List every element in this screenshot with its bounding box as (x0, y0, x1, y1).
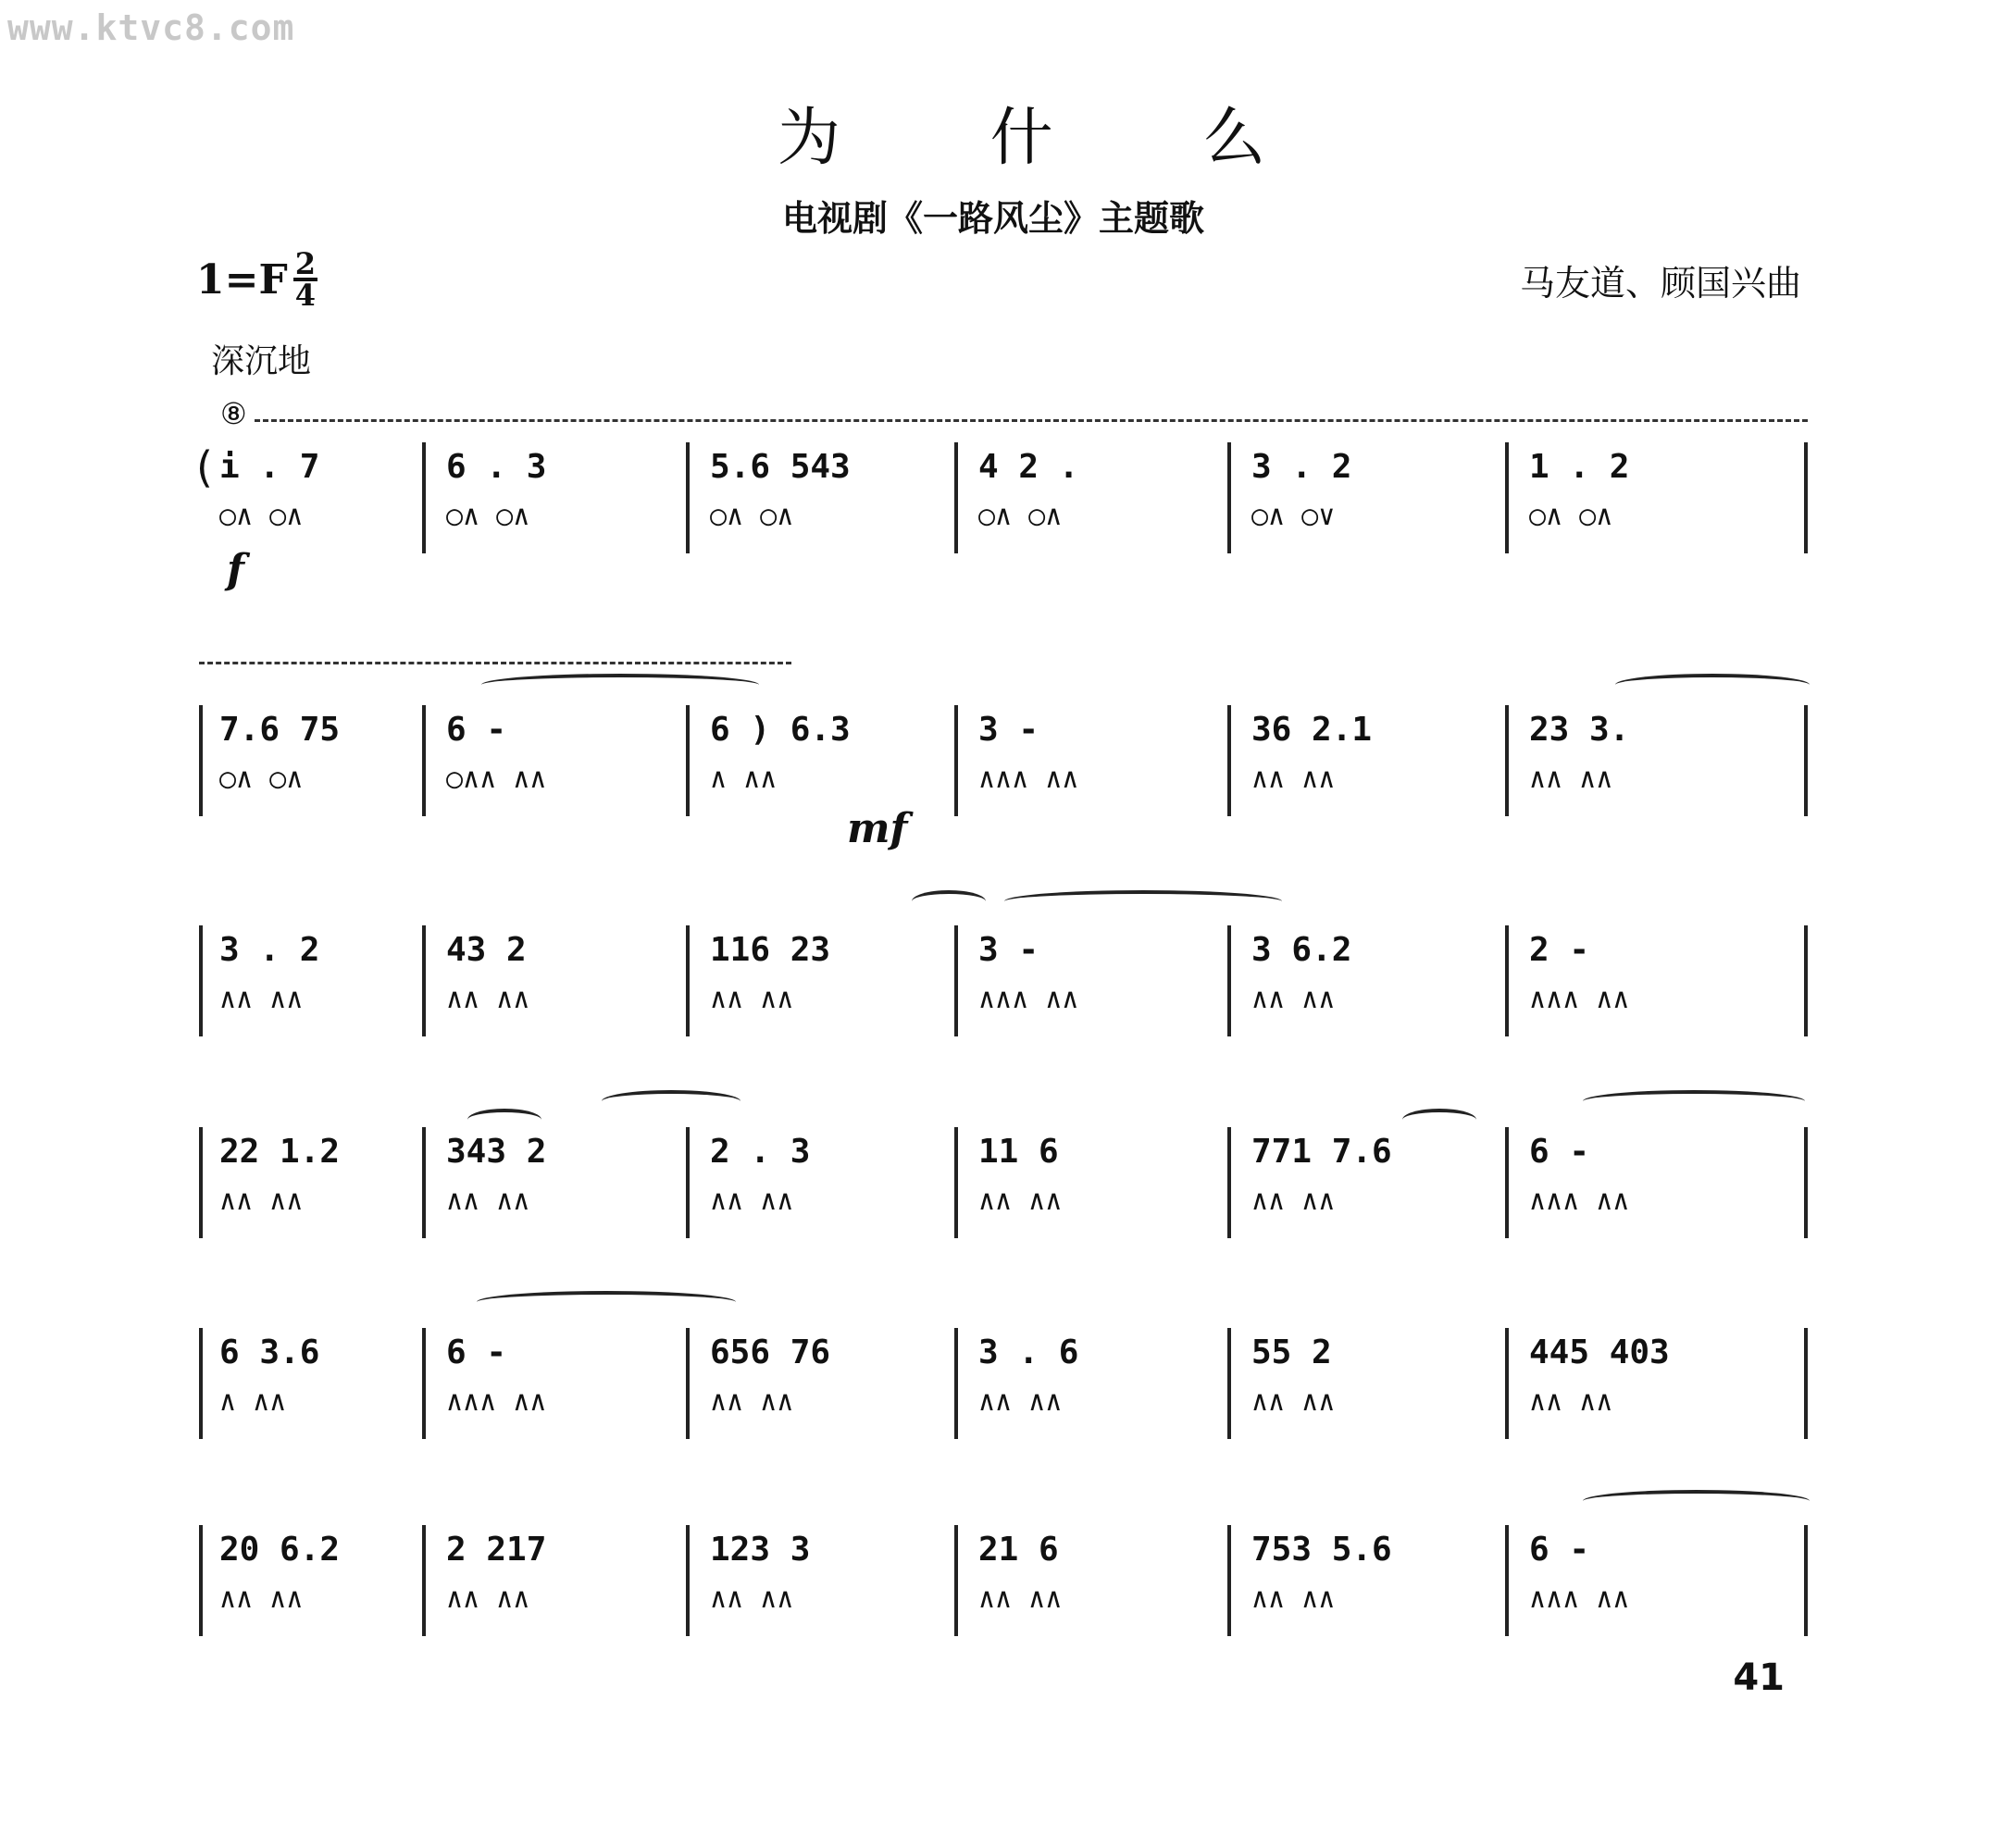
measure-notes: 22 1.2 (219, 1133, 341, 1171)
bowing-marks: ○∧ ○∧ (978, 500, 1063, 532)
measure-notes: 6 - (1529, 1531, 1590, 1569)
measure (978, 925, 1224, 1036)
barline (954, 1127, 958, 1238)
slur (477, 1291, 736, 1313)
measure (978, 1525, 1224, 1636)
barline (954, 925, 958, 1036)
measure (446, 705, 682, 816)
barline (422, 1127, 426, 1238)
bowing-marks: ○∧ ○∧ (219, 763, 304, 795)
octave-mark: ⑧ (220, 396, 247, 431)
measure (978, 1328, 1224, 1439)
measure (219, 442, 418, 553)
bowing-marks: ∧∧ ∧∧ (710, 1385, 794, 1418)
barline (1227, 442, 1231, 553)
measure-notes: 3 . 6 (978, 1334, 1079, 1371)
measure-notes: 11 6 (978, 1133, 1059, 1171)
measure (446, 1127, 682, 1238)
bowing-marks: ○∧∧ ∧∧ (446, 763, 547, 795)
bowing-marks: ○∧ ○∧ (710, 500, 794, 532)
bowing-marks: ∧∧∧ ∧∧ (1529, 1582, 1630, 1615)
measure-notes: 2 - (1529, 931, 1590, 969)
measure (1251, 1127, 1501, 1238)
measure (978, 705, 1224, 816)
measure-notes: 3 - (978, 931, 1039, 969)
bowing-marks: ○∧ ○∧ (219, 500, 304, 532)
composer: 马友道、顾国兴曲 (1519, 263, 1801, 304)
measure-notes: 445 403 (1529, 1334, 1670, 1371)
barline (1804, 1328, 1808, 1439)
bowing-marks: ∧∧ ∧∧ (978, 1185, 1063, 1217)
barline (686, 705, 690, 816)
measure (1251, 705, 1501, 816)
barline (1804, 1525, 1808, 1636)
measure-notes: 21 6 (978, 1531, 1059, 1569)
measure-notes: 5.6 543 (710, 448, 851, 486)
measure-notes: 6 - (1529, 1133, 1590, 1171)
bowing-marks: ∧∧∧ ∧∧ (1529, 1185, 1630, 1217)
barline (1505, 1525, 1509, 1636)
bowing-marks: ∧∧ ∧∧ (710, 1185, 794, 1217)
measure-notes: 6 3.6 (219, 1334, 320, 1371)
measure (1529, 442, 1800, 553)
bowing-marks: ∧∧ ∧∧ (446, 1582, 530, 1615)
octave-dashline-2 (199, 662, 791, 664)
measure-notes: i . 7 (219, 448, 320, 486)
barline (1505, 442, 1509, 553)
barline (954, 705, 958, 816)
measure-notes: 2 . 3 (710, 1133, 811, 1171)
measure (1529, 1127, 1800, 1238)
bowing-marks: ∧∧ ∧∧ (978, 1582, 1063, 1615)
barline (199, 1328, 203, 1439)
measure (1251, 1328, 1501, 1439)
barline (422, 925, 426, 1036)
barline (422, 1328, 426, 1439)
measure (710, 925, 951, 1036)
dynamic-f: f (227, 546, 244, 593)
bowing-marks: ∧∧ ∧∧ (1529, 763, 1613, 795)
slur (602, 1090, 740, 1112)
barline (199, 1127, 203, 1238)
measure (710, 705, 951, 816)
measure (978, 1127, 1224, 1238)
measure (219, 1328, 418, 1439)
barline (686, 925, 690, 1036)
song-subtitle: 电视剧《一路风尘》主题歌 (782, 198, 1205, 239)
barline (1227, 705, 1231, 816)
bowing-marks: ∧∧ ∧∧ (219, 1185, 304, 1217)
measure-notes: 6 ) 6.3 (710, 711, 851, 749)
barline (1804, 442, 1808, 553)
page-number: 41 (1733, 1656, 1785, 1699)
barline (686, 1127, 690, 1238)
barline (1505, 925, 1509, 1036)
bowing-marks: ∧∧ ∧∧ (219, 1582, 304, 1615)
measure (219, 925, 418, 1036)
measure (1529, 1525, 1800, 1636)
slur (1615, 674, 1810, 696)
time-signature (293, 246, 317, 313)
bowing-marks: ∧∧ ∧∧ (710, 1582, 794, 1615)
score-system (199, 442, 1808, 558)
measure-notes: 23 3. (1529, 711, 1630, 749)
measure-notes: 43 2 (446, 931, 527, 969)
key-label: 1=F (196, 255, 288, 304)
barline (199, 1525, 203, 1636)
bowing-marks: ∧∧ ∧∧ (710, 983, 794, 1015)
measure-notes: 656 76 (710, 1334, 831, 1371)
barline (1804, 925, 1808, 1036)
paren-open: ( (196, 442, 213, 492)
measure (710, 442, 951, 553)
measure (219, 705, 418, 816)
barline (1227, 925, 1231, 1036)
barline (1227, 1525, 1231, 1636)
barline (199, 705, 203, 816)
measure (446, 1328, 682, 1439)
measure (710, 1127, 951, 1238)
measure (446, 442, 682, 553)
barline (954, 1328, 958, 1439)
measure (1529, 925, 1800, 1036)
bowing-marks: ∧∧ ∧∧ (1251, 1582, 1336, 1615)
barline (1505, 1127, 1509, 1238)
measure (446, 925, 682, 1036)
bowing-marks: ∧∧∧ ∧∧ (978, 983, 1079, 1015)
measure-notes: 753 5.6 (1251, 1531, 1392, 1569)
score-system (199, 705, 1808, 821)
measure (710, 1525, 951, 1636)
measure-notes: 55 2 (1251, 1334, 1332, 1371)
time-bottom: 4 (294, 278, 316, 313)
measure-notes: 7.6 75 (219, 711, 341, 749)
dynamic-mf: mf (847, 805, 908, 852)
measure (219, 1127, 418, 1238)
barline (1505, 1328, 1509, 1439)
barline (199, 925, 203, 1036)
key-signature (196, 246, 317, 313)
barline (422, 442, 426, 553)
measure (1251, 442, 1501, 553)
barline (1804, 705, 1808, 816)
score-system (199, 925, 1808, 1041)
barline (1505, 705, 1509, 816)
bowing-marks: ∧∧∧ ∧∧ (978, 763, 1079, 795)
measure (1529, 1328, 1800, 1439)
bowing-marks: ∧∧ ∧∧ (1251, 763, 1336, 795)
measure-notes: 2 217 (446, 1531, 547, 1569)
score-system (199, 1127, 1808, 1243)
bowing-marks: ∧ ∧∧ (710, 763, 778, 795)
measure-notes: 36 2.1 (1251, 711, 1373, 749)
tempo-marking: 深沉地 (211, 342, 312, 380)
bowing-marks: ∧∧∧ ∧∧ (446, 1385, 547, 1418)
bowing-marks: ∧∧ ∧∧ (1251, 1185, 1336, 1217)
bowing-marks: ∧∧ ∧∧ (1529, 1385, 1613, 1418)
bowing-marks: ∧∧ ∧∧ (978, 1385, 1063, 1418)
measure-notes: 4 2 . (978, 448, 1079, 486)
slur (481, 674, 759, 696)
measure-notes: 116 23 (710, 931, 831, 969)
bowing-marks: ∧∧ ∧∧ (446, 983, 530, 1015)
slur (1004, 890, 1282, 912)
measure-notes: 6 - (446, 711, 507, 749)
slur (912, 890, 986, 912)
slur (1583, 1490, 1810, 1512)
barline (954, 1525, 958, 1636)
barline (1227, 1127, 1231, 1238)
bowing-marks: ∧∧ ∧∧ (446, 1185, 530, 1217)
bowing-marks: ∧∧ ∧∧ (1251, 983, 1336, 1015)
measure (978, 442, 1224, 553)
bowing-marks: ○∧ ○∨ (1251, 500, 1336, 532)
bowing-marks: ∧∧ ∧∧ (1251, 1385, 1336, 1418)
measure-notes: 20 6.2 (219, 1531, 341, 1569)
octave-dashline-1 (255, 419, 1808, 422)
measure-notes: 3 . 2 (1251, 448, 1352, 486)
barline (422, 1525, 426, 1636)
barline (422, 705, 426, 816)
measure (446, 1525, 682, 1636)
bowing-marks: ∧∧∧ ∧∧ (1529, 983, 1630, 1015)
measure (1529, 705, 1800, 816)
song-title: 为 什 么 (778, 102, 1331, 175)
measure (1251, 1525, 1501, 1636)
slur (1583, 1090, 1805, 1112)
measure-notes: 6 - (446, 1334, 507, 1371)
measure-notes: 3 . 2 (219, 931, 320, 969)
time-top: 2 (294, 246, 316, 281)
barline (686, 442, 690, 553)
measure (1251, 925, 1501, 1036)
measure (219, 1525, 418, 1636)
bowing-marks: ○∧ ○∧ (1529, 500, 1613, 532)
score-system (199, 1525, 1808, 1641)
measure (710, 1328, 951, 1439)
score-system (199, 1328, 1808, 1444)
measure-notes: 771 7.6 (1251, 1133, 1392, 1171)
watermark: www.ktvc8.com (7, 7, 295, 48)
barline (954, 442, 958, 553)
barline (686, 1328, 690, 1439)
measure-notes: 123 3 (710, 1531, 811, 1569)
measure-notes: 343 2 (446, 1133, 547, 1171)
barline (1804, 1127, 1808, 1238)
measure-notes: 6 . 3 (446, 448, 547, 486)
bowing-marks: ∧ ∧∧ (219, 1385, 287, 1418)
bowing-marks: ∧∧ ∧∧ (219, 983, 304, 1015)
measure-notes: 3 6.2 (1251, 931, 1352, 969)
measure-notes: 1 . 2 (1529, 448, 1630, 486)
barline (1227, 1328, 1231, 1439)
barline (686, 1525, 690, 1636)
measure-notes: 3 - (978, 711, 1039, 749)
bowing-marks: ○∧ ○∧ (446, 500, 530, 532)
